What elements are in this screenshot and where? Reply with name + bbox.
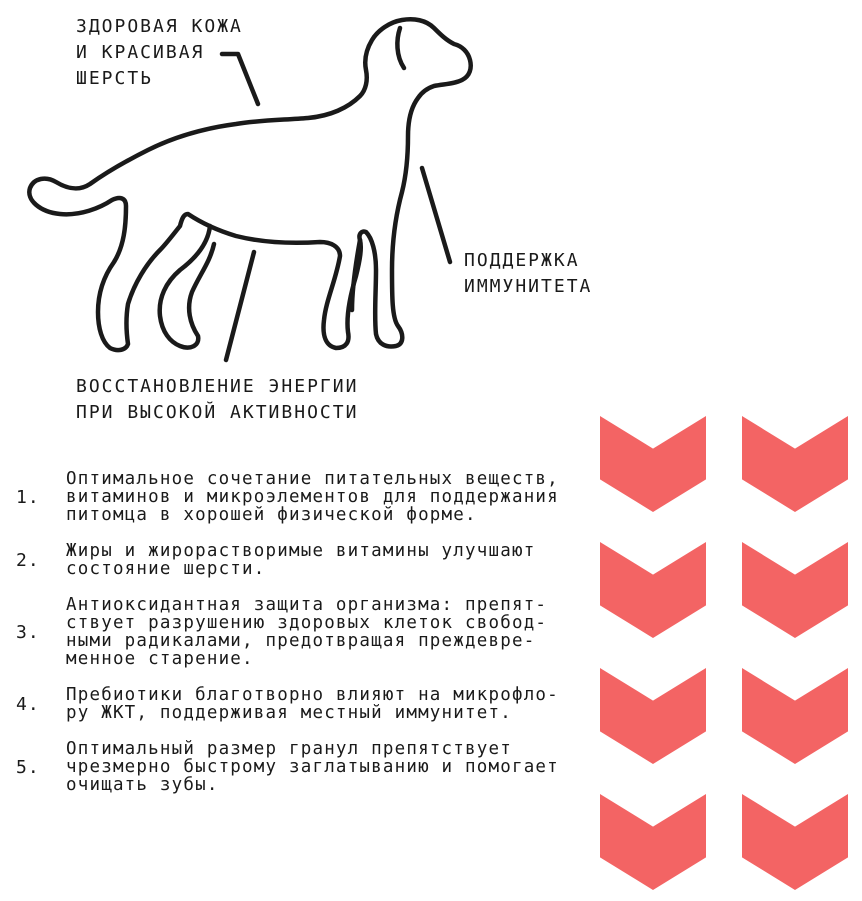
benefit-number: 4. [16,693,40,715]
immunity-leader-line [422,168,450,262]
benefit-number: 3. [16,621,40,643]
benefit-text: Оптимальный размер гранул препятствует чрезмерно быстрому заглатыванию и помогает очищать зубы. [66,739,559,795]
chevron-down-icon [742,668,848,764]
energy-leader-line [226,252,254,360]
benefit-number: 2. [16,549,40,571]
chevron-decoration [597,416,862,896]
callout-immunity: ПОДДЕРЖКА ИММУНИТЕТА [464,250,593,297]
benefits-list [14,470,614,812]
benefit-item [14,470,614,524]
callout-energy: ВОССТАНОВЛЕНИЕ ЭНЕРГИИ ПРИ ВЫСОКОЙ АКТИВНОСТИ [76,376,359,423]
benefit-text: Оптимальное сочетание питательных веществ, витаминов и микроэлементов для поддержания питомца в хорошей физической форме. [66,469,559,525]
chevron-down-icon [742,416,848,512]
callout-healthy-coat: ЗДОРОВАЯ КОЖА И КРАСИВАЯ ШЕРСТЬ [76,16,243,89]
chevron-down-icon [600,668,706,764]
chevron-down-icon [600,416,706,512]
benefit-item [14,542,614,578]
benefit-number: 1. [16,486,40,508]
benefit-text: Пребиотики благотворно влияют на микрофло- ру ЖКТ, поддерживая местный иммунитет. [66,685,559,723]
chevron-down-icon [600,542,706,638]
chevron-down-icon [600,794,706,890]
chevron-down-icon [742,542,848,638]
benefit-text: Жиры и жирорастворимые витамины улучшают состояние шерсти. [66,541,536,579]
dog-ear-line [397,28,404,68]
benefit-item [14,686,614,722]
chevron-down-icon [742,794,848,890]
benefit-item [14,740,614,794]
benefit-number: 5. [16,756,40,778]
benefit-item [14,596,614,668]
benefit-text: Антиоксидантная защита организма: препят- ствует разрушению здоровых клеток свобод- ными радикалами, предотвращая преждевре- менное старение. [66,595,548,669]
dog-front-leg-line [352,240,360,310]
